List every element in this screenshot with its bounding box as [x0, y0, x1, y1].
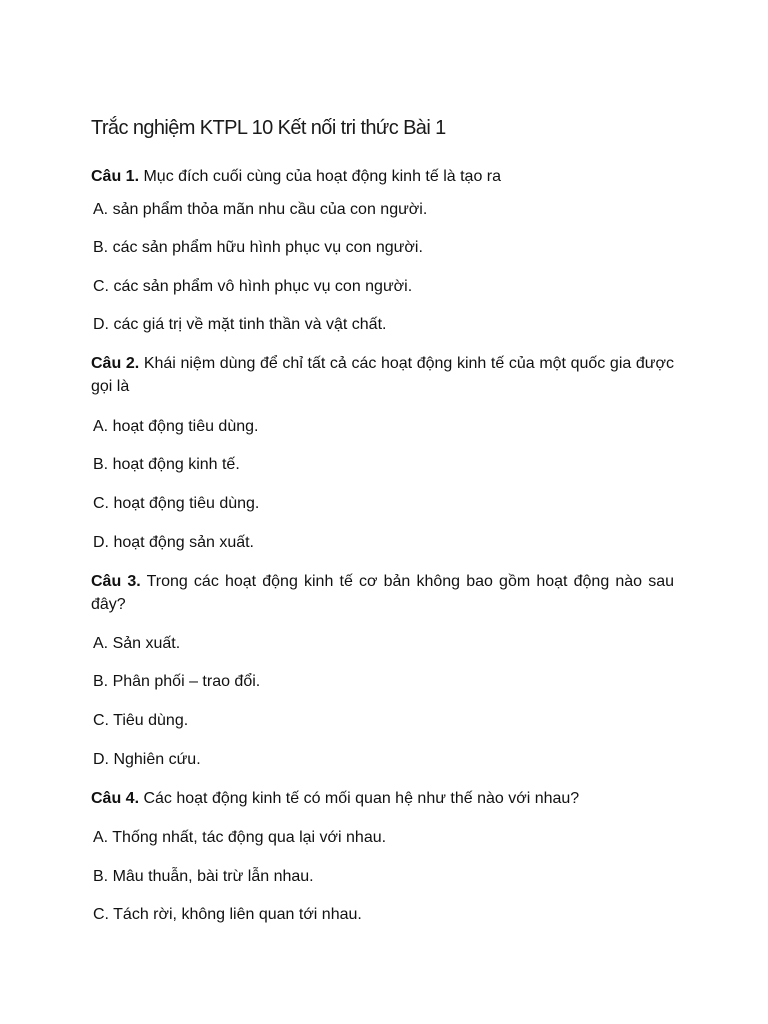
question-2-option-a: A. hoạt động tiêu dùng. [93, 418, 259, 435]
question-1-option-d: D. các giá trị về mặt tinh thần và vật chất. [93, 316, 387, 333]
question-2-label: Câu 2. [91, 355, 140, 372]
question-2-option-b: B. hoạt động kinh tế. [93, 456, 240, 473]
question-2-text: Khái niệm dùng để chỉ tất cả các hoạt động kinh tế của một quốc gia được gọi là [91, 355, 675, 395]
question-1-label: Câu 1. [91, 168, 140, 185]
question-4-text: Các hoạt động kinh tế có mối quan hệ như thế nào với nhau? [139, 790, 580, 807]
question-3-label: Câu 3. [91, 573, 141, 590]
question-2 [91, 352, 674, 398]
question-3-option-d: D. Nghiên cứu. [93, 751, 201, 768]
question-3-option-c: C. Tiêu dùng. [93, 712, 189, 729]
question-2-option-d: D. hoạt động sản xuất. [93, 534, 254, 551]
question-3-option-a: A. Sản xuất. [93, 635, 181, 652]
question-2-option-c: C. hoạt động tiêu dùng. [93, 495, 260, 512]
question-1-option-a: A. sản phẩm thỏa mãn nhu cầu của con người. [93, 201, 428, 218]
question-1-text: Mục đích cuối cùng của hoạt động kinh tế là tạo ra [139, 168, 502, 185]
question-3-option-b: B. Phân phối – trao đổi. [93, 673, 261, 690]
document-title: Trắc nghiệm KTPL 10 Kết nối tri thức Bài 1 [91, 117, 446, 139]
question-4-option-b: B. Mâu thuẫn, bài trừ lẫn nhau. [93, 868, 314, 885]
question-3-text: Trong các hoạt động kinh tế cơ bản không bao gồm hoạt động nào sau đây? [91, 573, 675, 613]
question-4 [91, 787, 674, 810]
question-1-option-b: B. các sản phẩm hữu hình phục vụ con người. [93, 239, 423, 256]
question-4-label: Câu 4. [91, 790, 140, 807]
question-4-option-c: C. Tách rời, không liên quan tới nhau. [93, 906, 362, 923]
question-4-option-a: A. Thống nhất, tác động qua lại với nhau. [93, 829, 387, 846]
question-1 [91, 165, 674, 188]
question-1-option-c: C. các sản phẩm vô hình phục vụ con người. [93, 278, 413, 295]
question-3 [91, 570, 674, 616]
